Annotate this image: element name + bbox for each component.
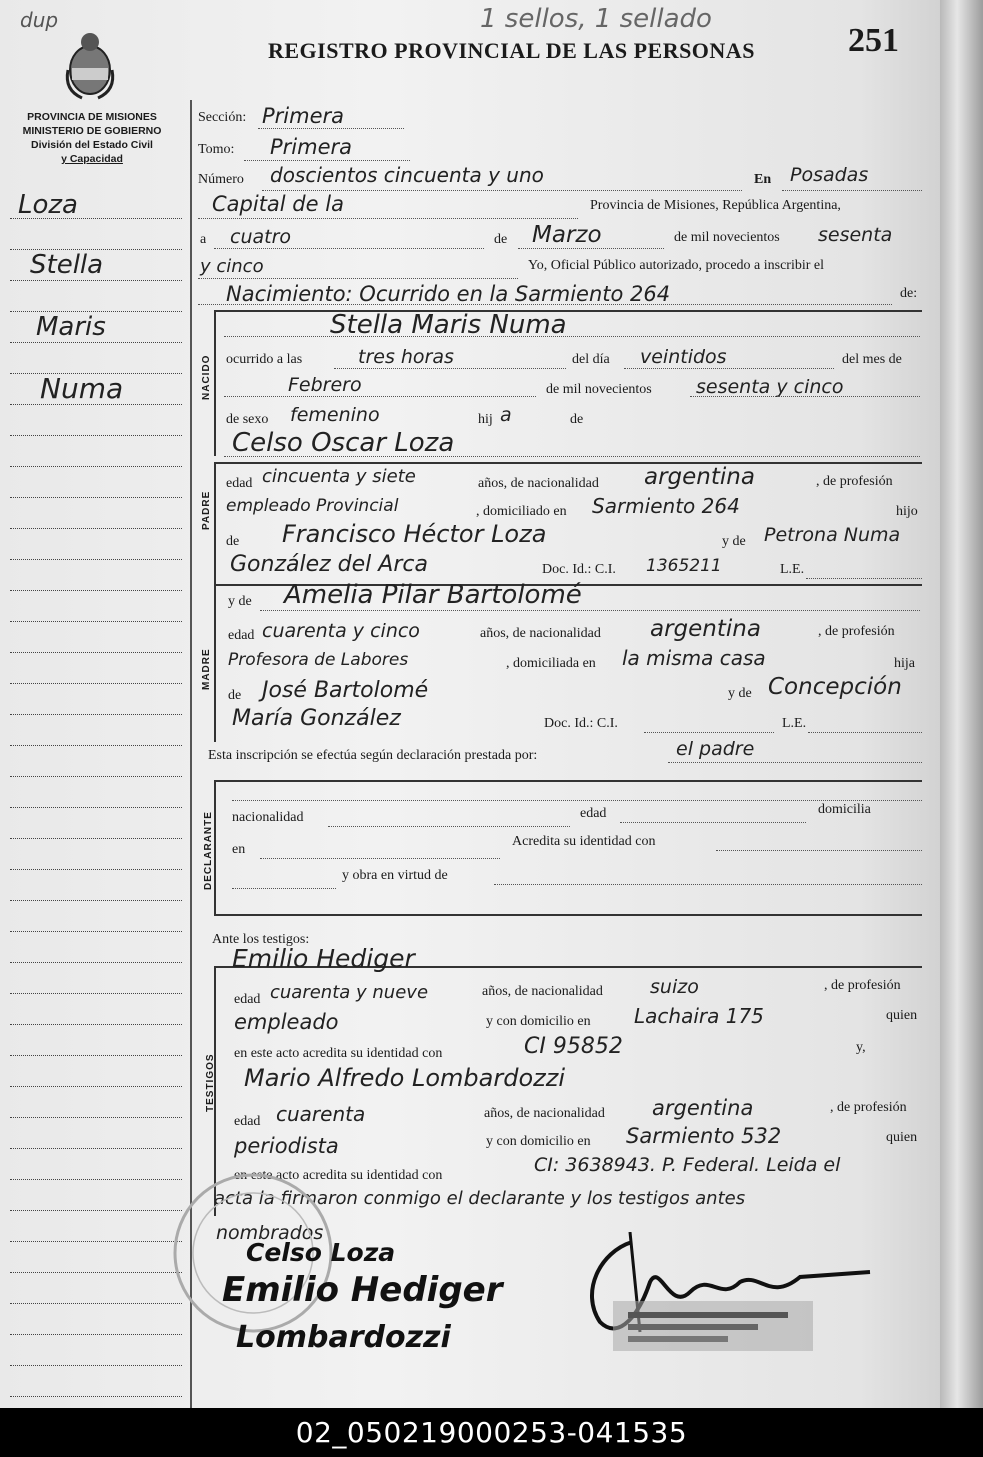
acto-line (198, 304, 892, 305)
testigo2-nombre-value: Mario Alfredo Lombardozzi (244, 1064, 565, 1092)
margin-name-3: Maris (36, 312, 106, 342)
decl-nac-label: nacionalidad (232, 810, 304, 825)
madre-madre2-value: María González (232, 706, 401, 731)
page-edge (940, 0, 983, 1408)
margin-ruled-line (10, 838, 182, 839)
margin-ruled-line (10, 745, 182, 746)
testigo1-nombre-value: Emilio Hediger (232, 944, 415, 973)
tomo-value: Primera (270, 135, 353, 159)
de2-label: de (570, 412, 584, 427)
padre-hijo-label: hijo (896, 504, 918, 519)
margin-name-2: Stella (30, 250, 104, 280)
madre-label: MADRE (201, 648, 212, 690)
authority-line-3: División del Estado Civil (31, 139, 153, 151)
madre-prof-label: , de profesión (818, 624, 895, 639)
de-label: de (494, 232, 508, 247)
margin-ruled-line (10, 776, 182, 777)
mes-nac-line (224, 396, 536, 397)
t2-prof-label: , de profesión (830, 1100, 907, 1115)
testigo2-edad-value: cuarenta (276, 1102, 366, 1126)
margin-ruled-line (10, 1086, 182, 1087)
padre-yde-label: y de (722, 534, 746, 549)
margin-ruled-line (10, 1148, 182, 1149)
margin-ruled-line (10, 621, 182, 622)
padre-de-label: de (226, 534, 240, 549)
yo-label: Yo, Oficial Público autorizado, procedo a inscribir el (528, 258, 825, 273)
hora-value: tres horas (358, 346, 454, 368)
testigo2-ci-value: CI: 3638943. P. Federal. Leida el (534, 1154, 841, 1176)
seccion-label: Sección: (198, 110, 247, 125)
authority-line-4: y Capacidad (61, 153, 123, 165)
anio-nac-value: sesenta y cinco (696, 376, 844, 398)
margin-ruled-line (10, 1365, 182, 1366)
madre-dom-value: la misma casa (622, 646, 766, 670)
signature-2: Emilio Hediger (222, 1270, 503, 1310)
margin-ruled-line (10, 1334, 182, 1335)
capital-value: Capital de la (212, 192, 344, 216)
t1-quien-label: quien (886, 1008, 918, 1023)
decl-dom-label: domicilia (818, 802, 871, 817)
margin-ruled-line (10, 435, 182, 436)
margin-ruled-line (10, 900, 182, 901)
madre-de-label: de (228, 688, 242, 703)
padre-edad-value: cincuenta y siete (262, 466, 416, 487)
mes-value: Marzo (532, 222, 602, 248)
padre-doc-label: Doc. Id.: C.I. (542, 562, 616, 577)
margin-ruled-line (10, 466, 182, 467)
nombre-value: Stella Maris Numa (330, 310, 567, 340)
margin-ruled-line (10, 1210, 182, 1211)
hora-line (334, 368, 566, 369)
padre-side-rule (214, 462, 216, 592)
margin-note-left: dup (20, 8, 59, 32)
t2-acto-label: en este acto acredita su identidad con (234, 1168, 443, 1183)
madre-side-rule (214, 584, 216, 742)
margin-ruled-line (10, 559, 182, 560)
t1-acto-label: en este acto acredita su identidad con (234, 1046, 443, 1061)
testigo1-ci-value: CI 95852 (524, 1034, 623, 1059)
t1-anos-label: años, de nacionalidad (482, 984, 603, 999)
margin-name-4: Numa (40, 372, 124, 405)
official-stamp (608, 1296, 818, 1356)
decl-line-3 (232, 888, 336, 889)
testigo2-nac-value: argentina (652, 1096, 754, 1120)
del-mes-label: del mes de (842, 352, 902, 367)
en-value: Posadas (790, 164, 869, 186)
madre-nac-value: argentina (650, 616, 761, 642)
cierre-line-1: acta la firmaron conmigo el declarante y los testigos antes (214, 1188, 746, 1209)
decl-edad-line (620, 822, 806, 823)
provincia-label: Provincia de Misiones, República Argentina, (590, 198, 841, 213)
padre-nombre-line (224, 456, 920, 457)
declarante-top-rule (214, 780, 922, 782)
margin-ruled-line (10, 1117, 182, 1118)
de-mil-label: de mil novecientos (674, 230, 780, 245)
margin-ruled-line (10, 1272, 182, 1273)
declarante-side-rule (214, 780, 216, 916)
t2-quien-label: quien (886, 1130, 918, 1145)
declarante-bottom-rule (214, 914, 922, 916)
padre-edad-label: edad (226, 476, 253, 491)
seccion-line (258, 128, 404, 129)
en-label: En (754, 172, 772, 187)
del-dia-label: del día (572, 352, 610, 367)
madre-le-line (808, 732, 922, 733)
acto-value: Nacimiento: Ocurrido en la Sarmiento 264 (226, 282, 671, 306)
padre-dom-value: Sarmiento 264 (592, 494, 740, 518)
padre-padre-value: Francisco Héctor Loza (282, 520, 547, 548)
nacido-label: NACIDO (201, 354, 212, 400)
dia-nac-line (624, 368, 834, 369)
en-line (782, 190, 922, 191)
margin-ruled-line (10, 714, 182, 715)
dia-nac-value: veintidos (640, 346, 727, 368)
de-mil2-label: de mil novecientos (546, 382, 652, 397)
t1-y-label: y, (856, 1040, 866, 1055)
seccion-value: Primera (262, 104, 345, 128)
hij-suffix: a (500, 404, 512, 426)
issuing-authority (0, 110, 184, 166)
margin-ruled-line (10, 807, 182, 808)
testigo1-dom-value: Lachaira 175 (634, 1004, 764, 1028)
testigo2-prof-value: periodista (234, 1134, 339, 1158)
margin-ruled-line (10, 497, 182, 498)
decl-obra-line (494, 884, 922, 885)
declarante-value: el padre (676, 738, 755, 760)
margin-name-1: Loza (18, 190, 78, 220)
declarante-label: DECLARANTE (203, 811, 214, 890)
testigo2-dom-value: Sarmiento 532 (626, 1124, 782, 1148)
decl-edad-label: edad (580, 806, 607, 821)
padre-ci-value: 1365211 (646, 556, 722, 576)
numero-line (262, 190, 742, 191)
madre-dom-label: , domiciliada en (506, 656, 596, 671)
ocurrido-label: ocurrido a las (226, 352, 303, 367)
declarante-line-1 (232, 800, 922, 801)
margin-ruled-line (10, 993, 182, 994)
testigos-intro-label: Ante los testigos: (212, 932, 310, 947)
margin-note-top: 1 sellos, 1 sellado (480, 4, 712, 34)
authority-line-2: MINISTERIO DE GOBIERNO (22, 125, 162, 137)
testigo1-prof-value: empleado (234, 1010, 339, 1034)
madre-nombre-line (260, 610, 920, 611)
folio-number: 251 (848, 22, 899, 59)
madre-anos-label: años, de nacionalidad (480, 626, 601, 641)
madre-ci-line (644, 732, 774, 733)
authority-line-1: PROVINCIA DE MISIONES (27, 111, 157, 123)
page-title: REGISTRO PROVINCIAL DE LAS PERSONAS (268, 38, 755, 63)
signature-1: Celso Loza (246, 1238, 396, 1267)
margin-ruled-line (10, 1179, 182, 1180)
numero-label: Número (198, 172, 244, 187)
margin-ruled-line (10, 1396, 182, 1397)
madre-edad-label: edad (228, 628, 255, 643)
madre-nombre-value: Amelia Pilar Bartolomé (284, 580, 582, 610)
margin-ruled-line (10, 590, 182, 591)
padre-nombre-value: Celso Oscar Loza (232, 428, 455, 458)
t1-prof-label: , de profesión (824, 978, 901, 993)
margin-ruled-line (10, 342, 182, 343)
margin-ruled-line (10, 1024, 182, 1025)
cierre-line-2: nombrados (216, 1222, 324, 1244)
a-label: a (200, 232, 207, 247)
madre-edad-value: cuarenta y cinco (262, 620, 420, 642)
padre-le-line (806, 578, 922, 579)
testigo1-edad-value: cuarenta y nueve (270, 982, 429, 1003)
decl-obra-label: y obra en virtud de (342, 868, 448, 883)
padre-prof-label: , de profesión (816, 474, 893, 489)
nacido-side-rule (214, 310, 216, 456)
t1-edad-label: edad (234, 992, 261, 1007)
margin-ruled-line (10, 869, 182, 870)
numero-value: doscientos cincuenta y uno (270, 163, 544, 187)
margin-ruled-line (10, 652, 182, 653)
signature-3: Lombardozzi (236, 1320, 451, 1355)
coat-of-arms-icon (62, 30, 118, 102)
padre-madre2-value: González del Arca (230, 552, 428, 577)
decl-en-line (260, 858, 500, 859)
mes-nac-value: Febrero (288, 374, 362, 396)
madre-padre-value: José Bartolomé (262, 678, 429, 703)
madre-yde-label: y de (228, 594, 252, 609)
padre-dom-label: , domiciliado en (476, 504, 567, 519)
padre-label: PADRE (201, 490, 212, 530)
inscripcion-label: Esta inscripción se efectúa según declaración prestada por: (208, 748, 538, 763)
hij-label: hij (478, 412, 493, 427)
madre-doc-label: Doc. Id.: C.I. (544, 716, 618, 731)
decl-nac-line (328, 826, 570, 827)
t2-anos-label: años, de nacionalidad (484, 1106, 605, 1121)
margin-ruled-line (10, 1055, 182, 1056)
madre-le-label: L.E. (782, 716, 807, 731)
de-sexo-label: de sexo (226, 412, 269, 427)
padre-madre-value: Petrona Numa (764, 524, 901, 546)
document-code: 02_050219000253-041535 (0, 1408, 983, 1457)
padre-top-rule (214, 462, 922, 464)
dia-line (214, 248, 484, 249)
madre-prof-value: Profesora de Labores (228, 650, 409, 670)
madre-hija-label: hija (894, 656, 915, 671)
dia-value: cuatro (230, 226, 292, 248)
anio-nac-line (690, 396, 920, 397)
margin-ruled-line (10, 683, 182, 684)
madre-yde2-label: y de (728, 686, 752, 701)
margin-ruled-line (10, 1241, 182, 1242)
t2-dom-label: y con domicilio en (486, 1134, 591, 1149)
testigo1-nac-value: suizo (650, 976, 699, 998)
margin-ruled-line (10, 962, 182, 963)
anio-value: sesenta (818, 224, 893, 246)
madre-madre-value: Concepción (768, 674, 902, 700)
sexo-value: femenino (290, 404, 380, 426)
tomo-line (244, 160, 410, 161)
nacido-top-rule (214, 310, 922, 312)
tomo-label: Tomo: (198, 142, 235, 157)
padre-nac-value: argentina (644, 464, 755, 490)
mes-line (518, 248, 664, 249)
decl-acredita-label: Acredita su identidad con (512, 834, 656, 849)
margin-ruled-line (10, 528, 182, 529)
margin-ruled-line (10, 280, 182, 281)
margin-ruled-line (10, 1303, 182, 1304)
anio2-line (198, 278, 518, 279)
nombre-line (224, 336, 920, 337)
margin-ruled-line (10, 931, 182, 932)
capital-line (198, 218, 578, 219)
padre-le-label: L.E. (780, 562, 805, 577)
testigos-label: TESTIGOS (205, 1053, 216, 1112)
anio2-value: y cinco (200, 256, 264, 277)
decl-acredita-line (716, 850, 922, 851)
declarante-line (668, 762, 922, 763)
de-colon-label: de: (900, 286, 918, 301)
padre-prof-value: empleado Provincial (226, 496, 399, 516)
padre-anos-label: años, de nacionalidad (478, 476, 599, 491)
t1-dom-label: y con domicilio en (486, 1014, 591, 1029)
t2-edad-label: edad (234, 1114, 261, 1129)
decl-en-label: en (232, 842, 246, 857)
